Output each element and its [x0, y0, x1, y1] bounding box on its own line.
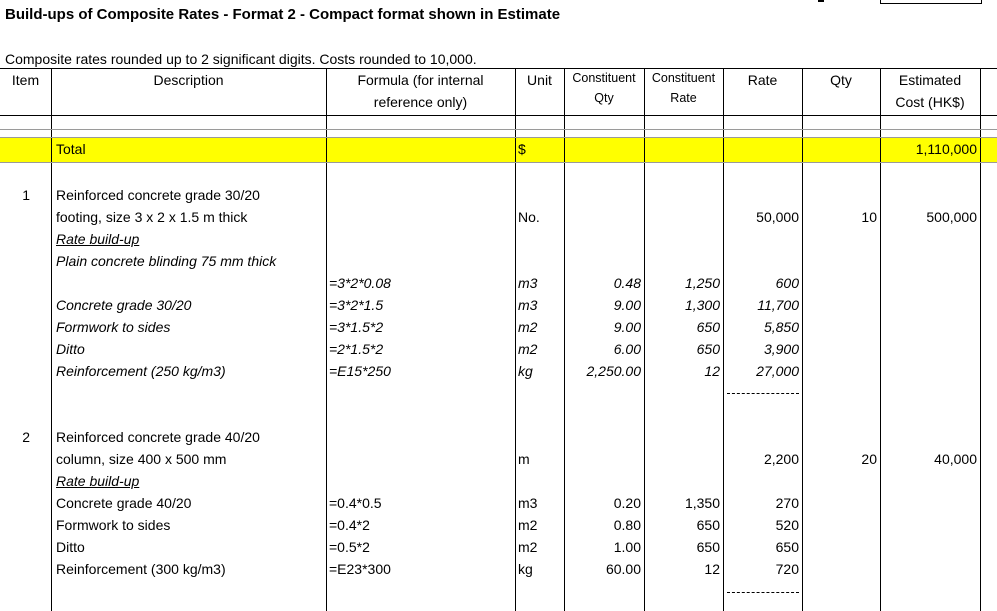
buildup-unit: m3: [518, 297, 538, 313]
buildup-constituent-qty: 60.00: [605, 561, 641, 577]
gridline: [0, 129, 997, 130]
buildup-unit: m2: [518, 341, 538, 357]
buildup-unit: m3: [518, 275, 538, 291]
item-number: 1: [22, 187, 30, 203]
buildup-description: Reinforcement (250 kg/m3): [56, 363, 226, 379]
item-rate: 2,200: [763, 451, 799, 467]
buildup-constituent-qty: 0.20: [613, 495, 641, 511]
buildup-rate: 520: [775, 517, 799, 533]
buildup-unit: m2: [518, 517, 538, 533]
buildup-constituent-rate: 1,300: [684, 297, 720, 313]
item-qty: 10: [861, 209, 877, 225]
buildup-formula: =0.4*0.5: [329, 495, 382, 511]
buildup-formula: =3*2*0.08: [329, 275, 391, 291]
header-item: Item: [11, 72, 40, 88]
buildup-formula: =0.5*2: [329, 539, 370, 555]
sheet-subtitle: Composite rates rounded up to 2 significant digits. Costs rounded to 10,000.: [5, 51, 477, 67]
header-qty: Qty: [830, 72, 852, 88]
header-formula-line1: Formula (for internal: [357, 72, 484, 88]
buildup-constituent-rate: 1,250: [684, 275, 720, 291]
buildup-unit: kg: [518, 561, 533, 577]
buildup-unit: m2: [518, 539, 538, 555]
subtotal-dashed-rule: [727, 592, 799, 593]
item-description: footing, size 3 x 2 x 1.5 m thick: [56, 209, 248, 225]
buildup-rate: 11,700: [757, 297, 799, 313]
header-constituent-qty-line2: Qty: [594, 91, 614, 105]
buildup-rate: 27,000: [756, 363, 799, 379]
item-description: column, size 400 x 500 mm: [56, 451, 227, 467]
rate-buildup-label: Rate build-up: [56, 231, 140, 247]
total-unit: $: [518, 141, 526, 157]
buildup-formula: =E15*250: [329, 363, 391, 379]
buildup-rate: 650: [775, 539, 799, 555]
cell-border-fragment: [880, 0, 982, 4]
buildup-constituent-rate: 650: [696, 319, 720, 335]
item-unit: m: [518, 451, 530, 467]
header-rate: Rate: [747, 72, 778, 88]
total-label: Total: [56, 141, 86, 157]
item-qty: 20: [861, 451, 877, 467]
buildup-rate: 3,900: [763, 341, 799, 357]
col-border-description: [326, 68, 327, 611]
edge-mark: [818, 0, 824, 2]
buildup-formula: =E23*300: [329, 561, 391, 577]
buildup-constituent-rate: 650: [696, 539, 720, 555]
gridline: [0, 137, 997, 138]
header-constituent-rate-line2: Rate: [670, 91, 697, 105]
buildup-description: Plain concrete blinding 75 mm thick: [56, 253, 277, 269]
header-unit: Unit: [527, 72, 552, 88]
header-estimated-cost-line2: Cost (HK$): [895, 94, 965, 110]
buildup-constituent-qty: 9.00: [613, 319, 641, 335]
header-estimated-cost-line1: Estimated: [898, 72, 962, 88]
buildup-rate: 5,850: [763, 319, 799, 335]
item-cost: 500,000: [926, 209, 977, 225]
buildup-rate: 600: [775, 275, 799, 291]
buildup-constituent-rate: 650: [696, 341, 720, 357]
buildup-description: Formwork to sides: [56, 517, 171, 533]
buildup-description: Ditto: [56, 341, 85, 357]
buildup-constituent-qty: 2,250.00: [586, 363, 641, 379]
sheet-title: Build-ups of Composite Rates - Format 2 - Compact format shown in Estimate: [5, 6, 561, 23]
buildup-rate: 720: [775, 561, 799, 577]
buildup-formula: =3*2*1.5: [329, 297, 384, 313]
total-row-highlight: [0, 137, 997, 162]
buildup-unit: m2: [518, 319, 538, 335]
rate-buildup-label: Rate build-up: [56, 473, 140, 489]
item-unit: No.: [518, 209, 540, 225]
col-border-item: [51, 68, 52, 611]
item-number: 2: [22, 429, 30, 445]
col-border-rate: [802, 68, 803, 611]
buildup-unit: m3: [518, 495, 538, 511]
buildup-constituent-qty: 6.00: [613, 341, 641, 357]
buildup-description: Formwork to sides: [56, 319, 171, 335]
gridline: [0, 162, 997, 163]
buildup-rate: 270: [775, 495, 799, 511]
buildup-description: Ditto: [56, 539, 85, 555]
subtotal-dashed-rule: [727, 393, 799, 394]
buildup-constituent-qty: 1.00: [613, 539, 641, 555]
item-description: Reinforced concrete grade 40/20: [56, 429, 260, 445]
buildup-description: Concrete grade 30/20: [56, 297, 192, 313]
col-border-formula: [515, 68, 516, 611]
buildup-constituent-rate: 12: [704, 363, 720, 379]
col-border-cost: [980, 68, 981, 611]
total-cost: 1,110,000: [915, 141, 977, 157]
item-rate: 50,000: [756, 209, 799, 225]
buildup-description: Concrete grade 40/20: [56, 495, 192, 511]
buildup-constituent-qty: 0.80: [613, 517, 641, 533]
header-constituent-rate-line1: Constituent: [651, 71, 716, 85]
header-constituent-qty-line1: Constituent: [572, 71, 636, 85]
buildup-constituent-qty: 0.48: [613, 275, 641, 291]
header-formula-line2: reference only): [373, 94, 468, 110]
buildup-constituent-qty: 9.00: [613, 297, 641, 313]
buildup-constituent-rate: 1,350: [684, 495, 720, 511]
buildup-formula: =0.4*2: [329, 517, 370, 533]
buildup-formula: =3*1.5*2: [329, 319, 384, 335]
header-description: Description: [153, 72, 224, 88]
buildup-description: Reinforcement (300 kg/m3): [56, 561, 226, 577]
header-bottom-border: [0, 115, 997, 116]
buildup-formula: =2*1.5*2: [329, 341, 384, 357]
buildup-unit: kg: [518, 363, 533, 379]
item-cost: 40,000: [934, 451, 977, 467]
buildup-constituent-rate: 12: [704, 561, 720, 577]
buildup-constituent-rate: 650: [696, 517, 720, 533]
item-description: Reinforced concrete grade 30/20: [56, 187, 260, 203]
